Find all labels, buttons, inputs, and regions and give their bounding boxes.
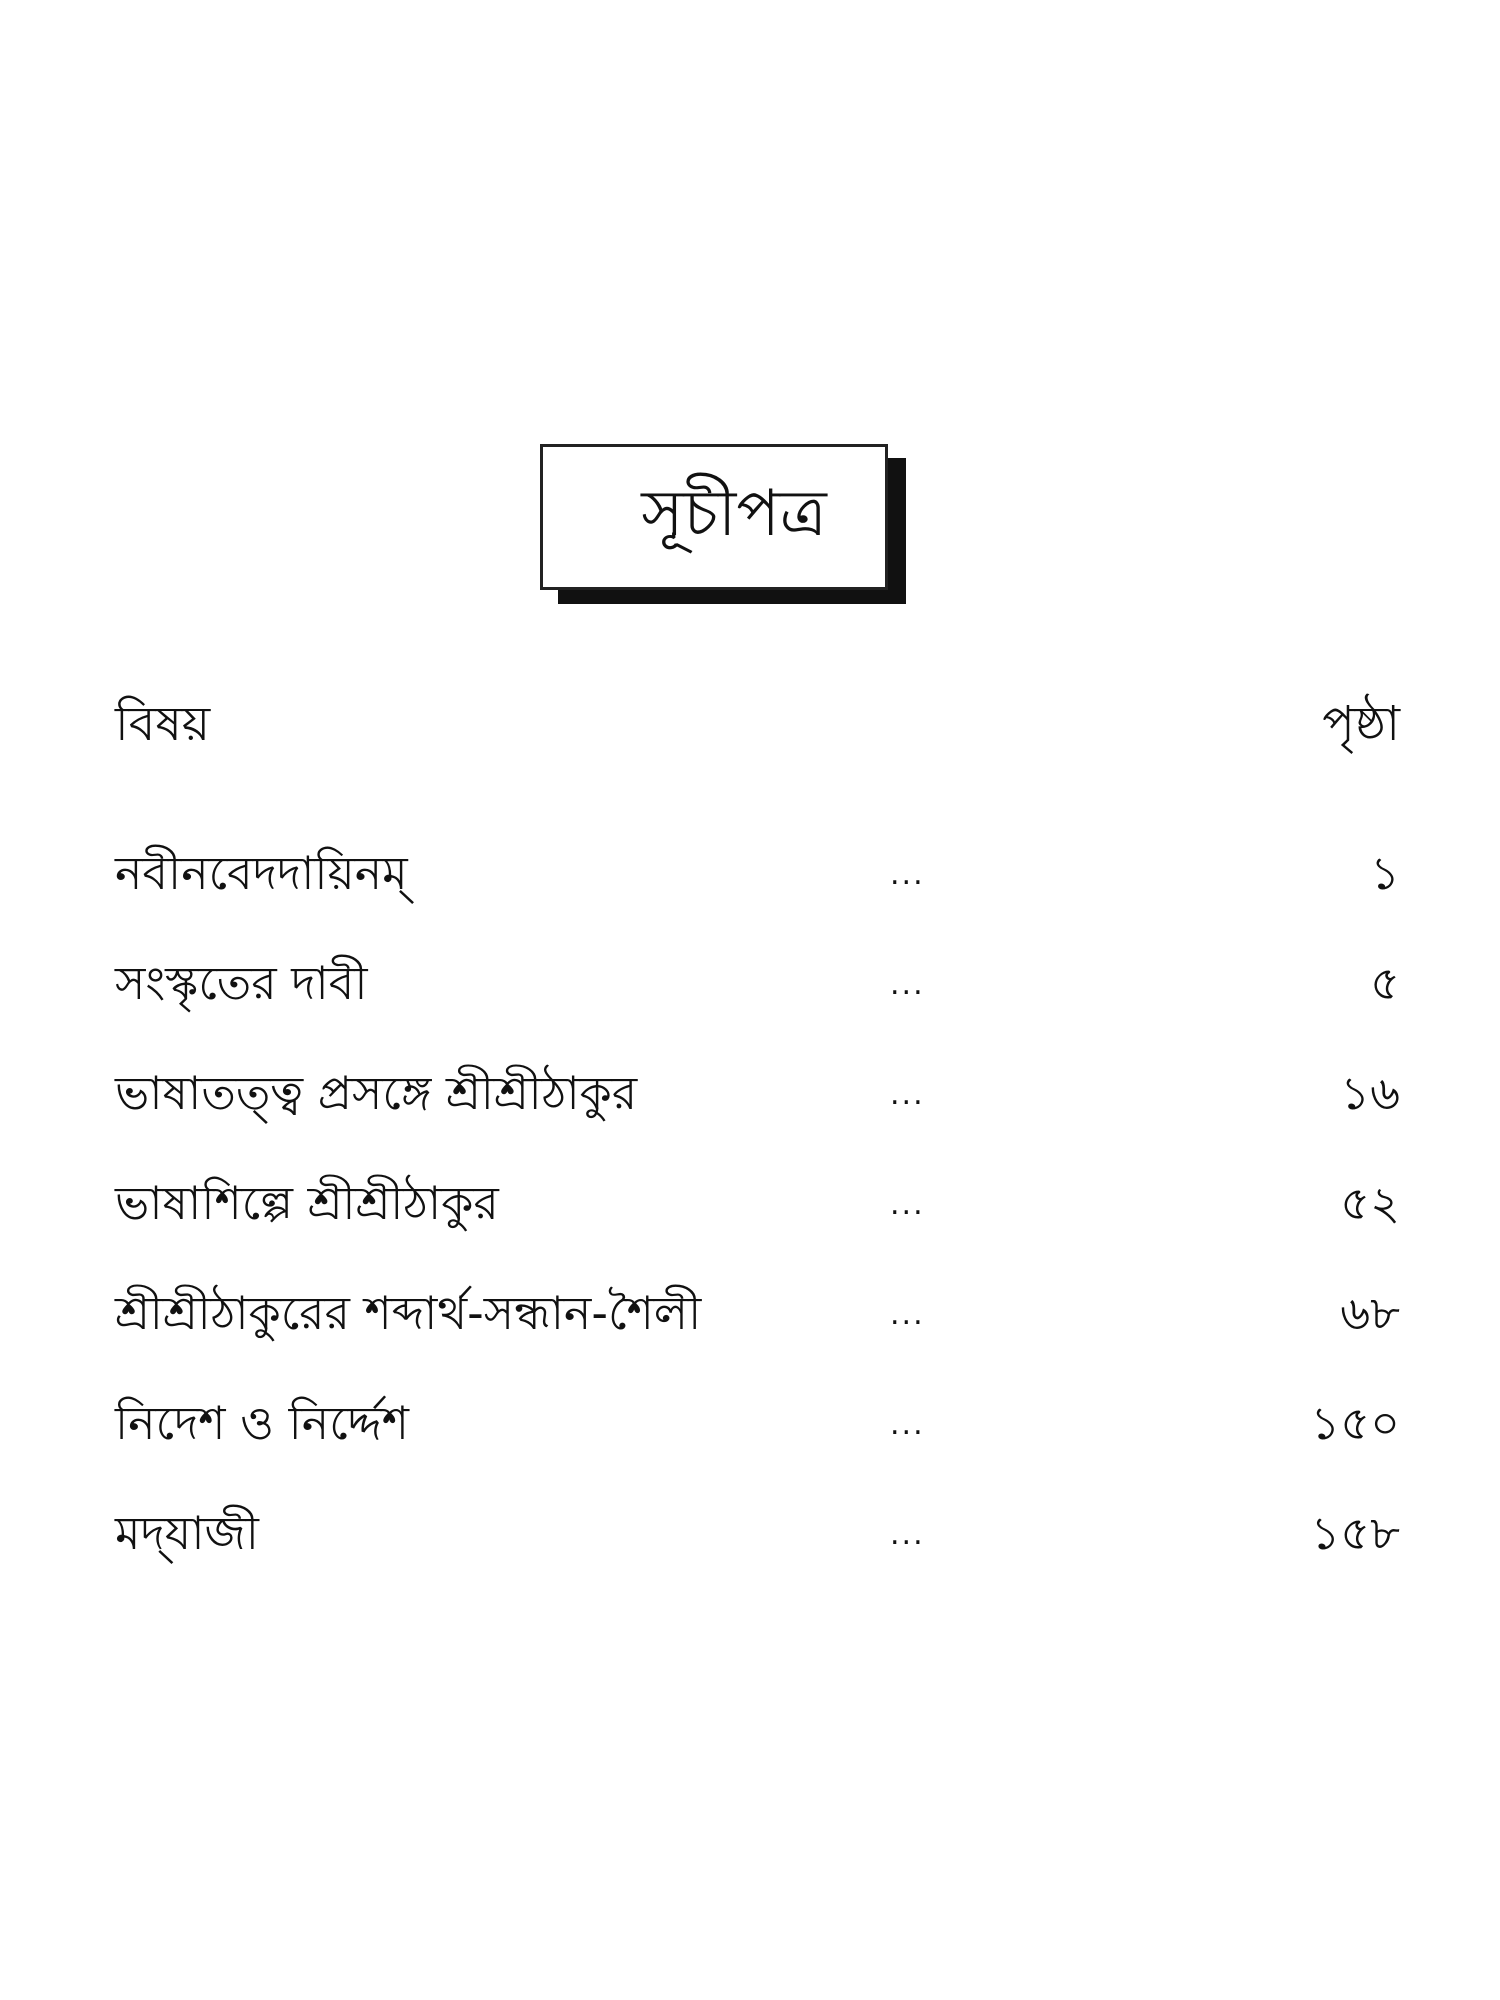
toc-entry [115, 1280, 1400, 1390]
toc-entry [115, 1500, 1400, 1610]
toc-entry [115, 1390, 1400, 1500]
toc-entry-title: নিদেশ ও নির্দ্দেশ [115, 1396, 409, 1450]
toc-entry-page: ১ [1370, 846, 1400, 900]
toc-entry [115, 1060, 1400, 1170]
toc-entry-title: নবীনবেদদায়িনম্ [115, 846, 408, 900]
toc-entry-page: ১৫৮ [1310, 1506, 1400, 1560]
toc-entry-title: ভাষাতত্ত্ব প্রসঙ্গে শ্রীশ্রীঠাকুর [115, 1066, 638, 1120]
toc-leader-dots: ... [890, 1517, 925, 1552]
toc-entry-title: ভাষাশিল্পে শ্রীশ্রীঠাকুর [115, 1176, 499, 1230]
table-of-contents [115, 840, 1400, 1610]
toc-leader-dots: ... [890, 1187, 925, 1222]
toc-entry [115, 950, 1400, 1060]
toc-entry [115, 1170, 1400, 1280]
toc-entry-page: ১৫০ [1310, 1396, 1400, 1450]
title-box [540, 444, 888, 590]
subject-column-header: বিষয় [115, 696, 211, 752]
toc-entry [115, 840, 1400, 950]
toc-entry-title: সংস্কৃতের দাবী [115, 956, 368, 1010]
toc-entry-title: মদ্‌যাজী [115, 1506, 259, 1560]
toc-leader-dots: ... [890, 1297, 925, 1332]
toc-entry-page: ৫ [1370, 956, 1400, 1010]
page-title: সূচীপত্র [641, 477, 827, 551]
toc-leader-dots: ... [890, 857, 925, 892]
toc-leader-dots: ... [890, 967, 925, 1002]
toc-entry-page: ১৬ [1340, 1066, 1400, 1120]
page-column-header: পৃষ্ঠা [1322, 696, 1400, 752]
toc-leader-dots: ... [890, 1407, 925, 1442]
toc-entry-page: ৬৮ [1340, 1286, 1400, 1340]
toc-leader-dots: ... [890, 1077, 925, 1112]
toc-entry-page: ৫২ [1340, 1176, 1400, 1230]
toc-entry-title: শ্রীশ্রীঠাকুরের শব্দার্থ-সন্ধান-শৈলী [115, 1286, 702, 1340]
